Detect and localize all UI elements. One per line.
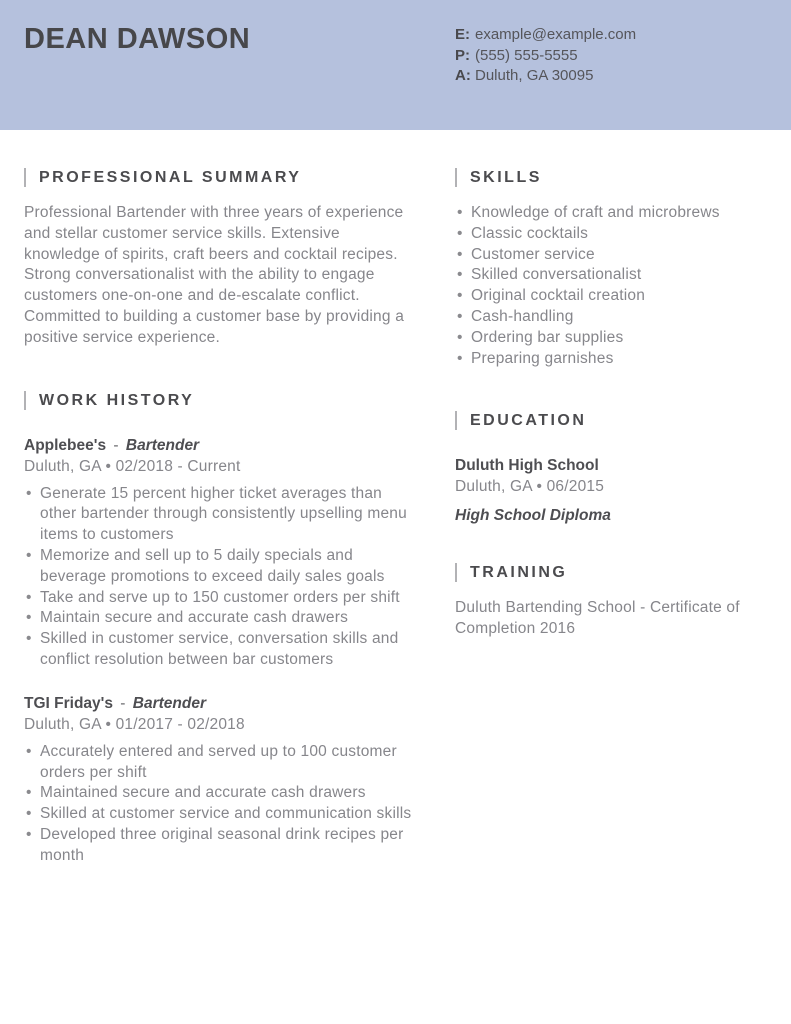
job-bullet-list [24, 742, 419, 867]
contact-label-email: E: [455, 26, 470, 43]
job-meta: Duluth, GA • 02/2018 - Current [24, 457, 241, 475]
contact-row-email [455, 25, 636, 46]
training-heading: TRAINING [455, 563, 771, 582]
section-work-history [24, 391, 419, 867]
skill-item: • Preparing garnishes [455, 349, 771, 370]
contact-row-phone [455, 46, 636, 67]
job-bullet: • Memorize and sell up to 5 daily specials and beverage promotions to exceed daily sales goals [24, 546, 419, 588]
skill-item: • Classic cocktails [455, 224, 771, 245]
job-bullet: • Maintain secure and accurate cash drawers [24, 608, 419, 629]
school-name: Duluth High School [455, 457, 599, 475]
skill-item: • Original cocktail creation [455, 286, 771, 307]
company-name: Applebee's [24, 436, 107, 454]
skills-heading: SKILLS [455, 168, 771, 187]
section-education [455, 411, 771, 526]
degree-name: High School Diploma [455, 507, 611, 525]
education-meta: Duluth, GA • 06/2015 [455, 478, 605, 496]
job-title-separator: - [113, 436, 119, 454]
skill-item: • Customer service [455, 245, 771, 266]
professional-summary-heading: PROFESSIONAL SUMMARY [24, 168, 419, 187]
job-title-separator: - [120, 694, 126, 712]
left-column [24, 168, 419, 867]
education-heading: EDUCATION [455, 411, 771, 430]
job-bullet: • Accurately entered and served up to 100 customer orders per shift [24, 742, 419, 784]
section-professional-summary [24, 168, 419, 349]
professional-summary-text: Professional Bartender with three years of experience and stellar customer service skills. Extensive knowledge of spirits, craft beers and cocktail recipes. Strong conversationalist with the ability to engage customers one-on-one and de-escalate conflict. Committed to building a customer base by providing a positive service experience. [24, 204, 405, 346]
job-meta: Duluth, GA • 01/2017 - 02/2018 [24, 715, 245, 733]
job-title-line [24, 435, 419, 456]
skill-item: • Ordering bar supplies [455, 328, 771, 349]
contact-value-phone: (555) 555-5555 [475, 46, 578, 64]
skill-item: • Cash-handling [455, 307, 771, 328]
skill-item: • Skilled conversationalist [455, 265, 771, 286]
contact-row-address [455, 66, 636, 87]
contact-label-phone: P: [455, 46, 470, 64]
right-column [455, 168, 771, 867]
job-bullet-list [24, 484, 419, 671]
training-text: Duluth Bartending School - Certificate of Completion 2016 [455, 599, 740, 638]
section-training [455, 563, 771, 640]
section-skills [455, 168, 771, 369]
contact-block [455, 25, 636, 87]
skills-list [455, 203, 771, 369]
work-history-heading: WORK HISTORY [24, 391, 419, 410]
resume-header [0, 0, 791, 130]
job-bullet: • Take and serve up to 150 customer orders per shift [24, 588, 419, 609]
job-bullet: • Developed three original seasonal drink recipes per month [24, 825, 419, 867]
skill-item: • Knowledge of craft and microbrews [455, 203, 771, 224]
job-role: Bartender [125, 436, 200, 454]
job-title-line [24, 693, 419, 714]
resume-body [0, 130, 791, 867]
candidate-name: DEAN DAWSON [24, 23, 251, 55]
job-entry-tgi-fridays [24, 693, 419, 867]
company-name: TGI Friday's [24, 694, 113, 712]
contact-value-address: Duluth, GA 30095 [475, 67, 594, 84]
job-entry-applebees [24, 435, 419, 671]
job-bullet: • Skilled in customer service, conversation skills and conflict resolution between bar customers [24, 629, 419, 671]
job-bullet: • Skilled at customer service and communication skills [24, 804, 419, 825]
job-bullet: • Maintained secure and accurate cash drawers [24, 783, 419, 804]
job-role: Bartender [132, 694, 206, 712]
contact-label-address: A: [455, 67, 471, 84]
contact-value-email: example@example.com [475, 26, 637, 43]
job-bullet: • Generate 15 percent higher ticket averages than other bartender through consistently upselling menu items to customers [24, 484, 419, 546]
